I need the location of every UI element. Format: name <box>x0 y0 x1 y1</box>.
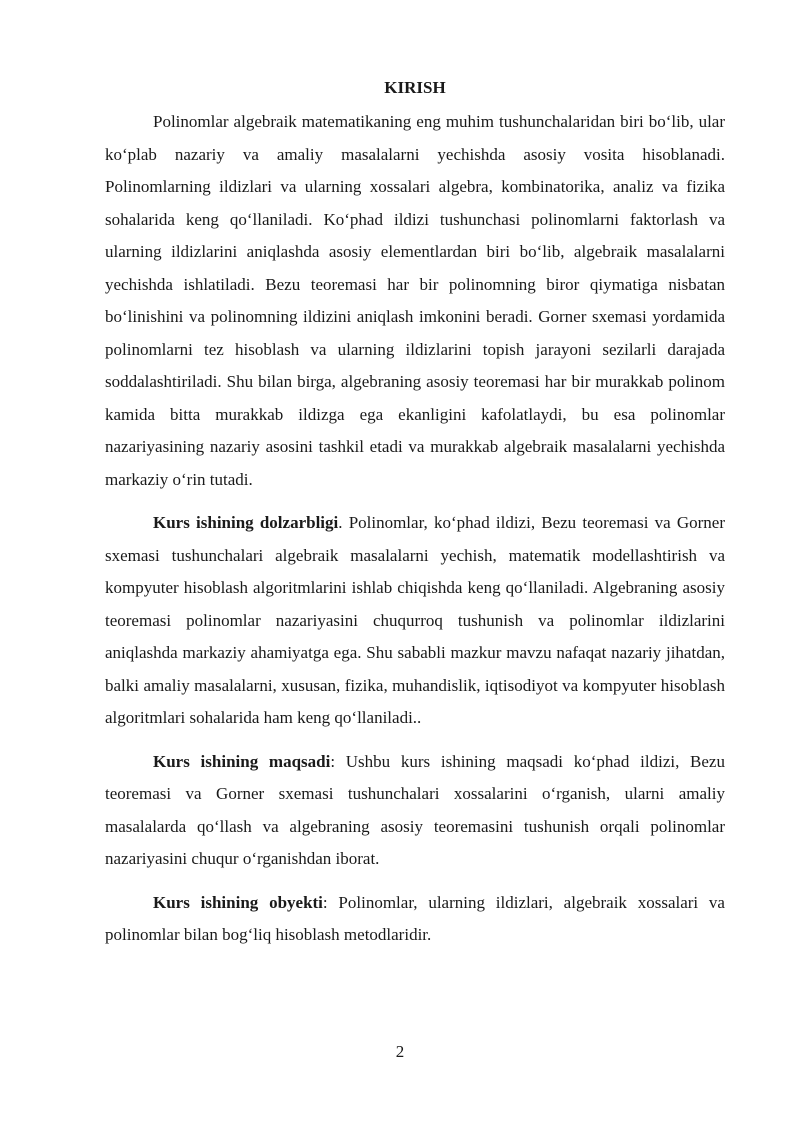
page-number: 2 <box>395 1042 405 1061</box>
object-text: Polinomlar, ularning ildizlari, algebraik xossalari va polinomlar bilan bog‘liq hisoblash metodlaridir. <box>105 892 725 944</box>
relevance-text: Polinomlar, ko‘phad ildizi, Bezu teoremasi va Gorner sxemasi tushunchalari algebraik masalalarni yechish, matematik modellashtirish va kompyuter hisoblash algoritmlarini ishlab chiqishda keng qo‘llaniladi. Algebraning asosiy teoremasi polinomlar nazariyasini chuqurroq tushunish va polinomlar ildizlarini aniqlashda markaziy ahamiyatga ega. Shu sababli mazkur mavzu nafaqat nazariy jihatdan, balki amaliy masalalarni, xususan, fizika, muhandislik, iqtisodiyot va kompyuter hisoblash algoritmlari sohalarida ham keng qo‘llaniladi.. <box>105 513 725 727</box>
goal-separator: : <box>330 751 346 771</box>
object-paragraph <box>105 887 725 952</box>
goal-paragraph <box>105 746 725 876</box>
goal-heading: Kurs ishining maqsadi <box>153 751 331 771</box>
relevance-heading: Kurs ishining dolzarbligi <box>153 513 339 532</box>
object-separator: : <box>322 892 339 912</box>
intro-paragraph: Polinomlar algebraik matematikaning eng muhim tushunchalaridan biri bo‘lib, ular ko‘plab nazariy va amaliy masalalarni yechishda asosiy vosita hisoblanadi. Polinomlarning ildizlari va ularning xossalari algebra, kombinatorika, analiz va fizika sohalarida keng qo‘llaniladi. Ko‘phad ildizi tushunchasi polinomlarni faktorlash va ularning ildizlarini aniqlashda asosiy elementlardan biri bo‘lib, algebraik masalalarni yechishda ishlatiladi. Bezu teoremasi har bir polinomning biror qiymatiga nisbatan bo‘linishini va polinomning ildizini aniqlash imkonini beradi. Gorner sxemasi yordamida polinomlarni tez hisoblash va ularning ildizlarini topish jarayoni sezilarli darajada soddalashtiriladi. Shu bilan birga, algebraning asosiy teoremasi har bir murakkab polinom kamida bitta murakkab ildizga ega ekanligini kafolatlaydi, bu esa polinomlar nazariyasining nazariy asosini tashkil etadi va murakkab algebraik masalalarni yechishda markaziy o‘rin tutadi. <box>105 112 725 489</box>
goal-text: Ushbu kurs ishining maqsadi ko‘phad ildizi, Bezu teoremasi va Gorner sxemasi tushunchalari xossalarini o‘rganish, ularni amaliy masalalarda qo‘llash va algebraning asosiy teoremasini tushunish orqali polinomlar nazariyasini chuqur o‘rganishdan iborat. <box>105 751 725 868</box>
relevance-separator: . <box>338 513 349 532</box>
relevance-paragraph <box>105 507 725 735</box>
object-heading: Kurs ishining obyekti <box>153 892 323 912</box>
page-title: KIRISH <box>384 78 446 97</box>
